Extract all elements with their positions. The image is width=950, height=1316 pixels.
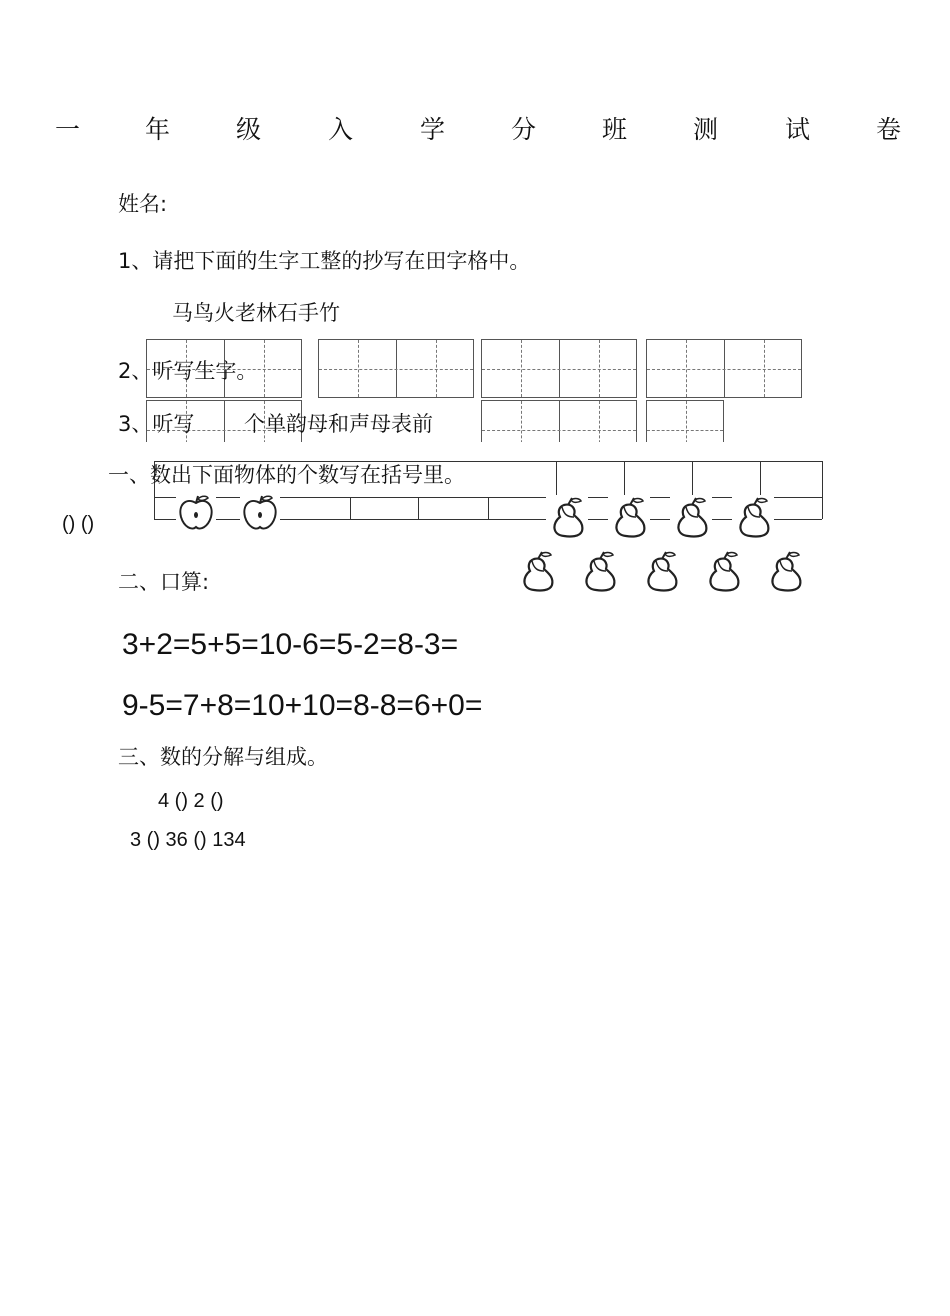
table-tick bbox=[692, 461, 693, 497]
decomposition-line-2: 3 () 36 () 134 bbox=[130, 829, 246, 851]
table-tick bbox=[556, 461, 557, 497]
pear-icon bbox=[578, 549, 620, 593]
table-tick bbox=[418, 497, 419, 519]
apple-icon bbox=[176, 493, 216, 533]
title-char: 年 bbox=[145, 115, 171, 144]
question-3-tail: 个单韵母和声母表前 bbox=[244, 412, 433, 436]
table-tick bbox=[488, 497, 489, 519]
math-line-2: 9-5=7+8=10+10=8-8=6+0= bbox=[122, 689, 483, 722]
question-2: 2、听写生字。 bbox=[118, 359, 258, 383]
table-tick bbox=[822, 461, 823, 519]
name-label: 姓名: bbox=[118, 192, 168, 216]
section-1-answer-blanks[interactable]: () () bbox=[62, 513, 95, 535]
title-char: 班 bbox=[602, 115, 628, 144]
writing-grid-row2-c[interactable] bbox=[646, 400, 724, 442]
title-char: 级 bbox=[236, 115, 262, 144]
question-3: 3、听写 bbox=[118, 412, 195, 436]
pear-icon bbox=[516, 549, 558, 593]
pear-icon bbox=[732, 495, 774, 539]
section-3-heading: 三、数的分解与组成。 bbox=[118, 745, 328, 769]
table-tick bbox=[760, 461, 761, 497]
question-1-characters: 马鸟火老林石手竹 bbox=[172, 301, 340, 325]
section-1-heading: 一、数出下面物体的个数写在括号里。 bbox=[108, 463, 465, 487]
section-2-heading: 二、口算: bbox=[118, 570, 210, 594]
title-char: 卷 bbox=[876, 115, 902, 144]
apple-icon bbox=[240, 493, 280, 533]
question-1: 1、请把下面的生字工整的抄写在田字格中。 bbox=[118, 249, 531, 273]
writing-grid-4[interactable] bbox=[646, 339, 802, 398]
title-char: 分 bbox=[511, 115, 537, 144]
title-char: 入 bbox=[328, 115, 354, 144]
table-tick bbox=[624, 461, 625, 497]
writing-grid-3[interactable] bbox=[481, 339, 637, 398]
math-line-1: 3+2=5+5=10-6=5-2=8-3= bbox=[122, 628, 459, 661]
writing-grid-2[interactable] bbox=[318, 339, 474, 398]
title-char: 测 bbox=[693, 115, 719, 144]
pear-icon bbox=[608, 495, 650, 539]
title-char: 学 bbox=[420, 115, 446, 144]
pear-icon bbox=[670, 495, 712, 539]
table-tick bbox=[350, 497, 351, 519]
pear-icon bbox=[764, 549, 806, 593]
decomposition-line-1: 4 () 2 () bbox=[158, 790, 224, 812]
pear-icon bbox=[546, 495, 588, 539]
title-char: 试 bbox=[785, 115, 811, 144]
writing-grid-row2-b[interactable] bbox=[481, 400, 637, 442]
title-char: 一 bbox=[55, 115, 81, 144]
pear-icon bbox=[702, 549, 744, 593]
pear-icon bbox=[640, 549, 682, 593]
